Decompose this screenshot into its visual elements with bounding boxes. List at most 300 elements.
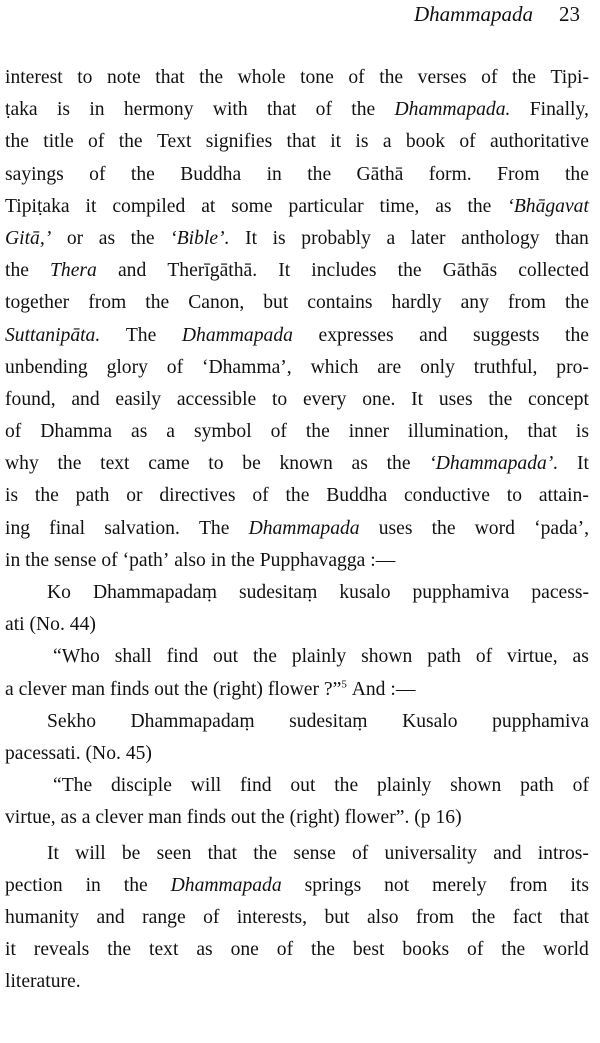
word: probably xyxy=(301,227,371,249)
word: the xyxy=(145,292,170,314)
word: form. xyxy=(428,163,472,185)
word: the xyxy=(311,939,335,961)
word: that xyxy=(266,99,297,121)
word: note xyxy=(106,67,141,88)
word: 16) xyxy=(435,807,462,829)
word: of xyxy=(276,939,294,961)
word: Buddha xyxy=(326,485,388,507)
word: is xyxy=(575,421,589,443)
word: clever xyxy=(95,807,144,829)
word: the xyxy=(334,775,359,797)
word: the xyxy=(501,939,526,961)
word: the xyxy=(260,807,285,829)
word: Pupphavagga xyxy=(259,549,366,571)
word: of xyxy=(5,421,22,443)
word: not xyxy=(384,874,410,896)
word: word xyxy=(474,517,515,539)
word: Dhammapadaṃ xyxy=(130,710,255,732)
word: the xyxy=(5,131,29,153)
word: :— xyxy=(370,549,396,571)
word: be xyxy=(242,453,261,475)
word: interest xyxy=(5,67,63,88)
word: the xyxy=(431,517,456,539)
word: best xyxy=(352,939,385,961)
word: the xyxy=(25,549,50,571)
word: a xyxy=(5,678,14,700)
word: collected xyxy=(518,260,589,282)
word: out xyxy=(154,678,180,700)
word: one. xyxy=(362,388,396,410)
word: and xyxy=(117,260,147,282)
word: finds xyxy=(110,678,150,700)
word: title xyxy=(43,131,74,153)
word: path xyxy=(520,775,554,797)
word: the xyxy=(230,549,255,571)
word: from xyxy=(507,292,546,314)
word: ing xyxy=(5,517,31,539)
word: flower xyxy=(267,678,320,700)
word: the xyxy=(351,99,376,121)
word: that xyxy=(559,906,589,928)
word: of xyxy=(475,646,493,668)
word: out xyxy=(213,646,239,668)
word: reveals xyxy=(33,939,90,961)
word: the xyxy=(307,163,332,185)
word: will xyxy=(75,842,106,864)
word: or xyxy=(126,485,143,507)
word: the xyxy=(467,195,492,217)
word: ṭaka xyxy=(5,99,38,121)
word: compiled xyxy=(112,195,186,217)
word: Tipi- xyxy=(550,67,589,88)
word: it xyxy=(5,939,16,961)
page-number: 23 xyxy=(559,2,580,26)
word: “The xyxy=(53,775,93,797)
word: anthology xyxy=(461,227,540,249)
word: Dhammapada. xyxy=(394,99,511,121)
word: plainly xyxy=(376,775,432,797)
word: every xyxy=(302,388,347,410)
word: also xyxy=(174,549,206,571)
word: fact xyxy=(512,906,543,928)
word: ‘Bible’. xyxy=(170,227,230,249)
word: Dhammapada xyxy=(181,324,293,346)
word: tone xyxy=(300,67,334,88)
word: the xyxy=(512,67,536,88)
word: as xyxy=(572,646,589,668)
word: “Who xyxy=(53,646,100,668)
word: but xyxy=(324,906,350,928)
word: attain- xyxy=(538,485,589,507)
word: the xyxy=(471,906,496,928)
word: accessible xyxy=(176,388,257,410)
word: from xyxy=(415,906,455,928)
word: of xyxy=(88,131,105,153)
word: a xyxy=(382,131,392,153)
word: later xyxy=(410,227,446,249)
text-line xyxy=(5,674,589,706)
word: its xyxy=(570,874,589,896)
word: find xyxy=(166,646,199,668)
text-line xyxy=(5,255,589,287)
word: as xyxy=(351,453,368,475)
word: man xyxy=(148,807,182,829)
word: and xyxy=(96,906,125,928)
word: the xyxy=(305,421,330,443)
text-line xyxy=(5,577,589,609)
word: the xyxy=(564,292,589,314)
word: includes xyxy=(311,260,377,282)
word: Kusalo xyxy=(402,710,458,732)
word: to xyxy=(208,453,224,475)
word: Gāthā xyxy=(356,163,404,185)
word: sense xyxy=(54,549,97,571)
word: of xyxy=(572,775,589,797)
word: and xyxy=(493,842,522,864)
word: world xyxy=(543,939,589,961)
word: will xyxy=(190,775,222,797)
word: 45) xyxy=(125,742,152,764)
word: literature. xyxy=(5,971,81,993)
word: found, xyxy=(5,388,56,410)
word: is xyxy=(272,227,286,249)
word: Text xyxy=(156,131,192,153)
word: the xyxy=(34,485,59,507)
word: humanity xyxy=(5,906,80,928)
word: the xyxy=(118,131,143,153)
word: the xyxy=(565,324,589,346)
word: Thera xyxy=(50,260,97,282)
word: virtue, xyxy=(5,807,56,829)
word: out xyxy=(290,775,316,797)
word: is xyxy=(56,99,71,121)
word: final xyxy=(49,517,86,539)
word: shall xyxy=(114,646,152,668)
word: pupphamiva xyxy=(412,582,510,603)
word: with xyxy=(212,99,248,121)
text-line xyxy=(5,545,589,577)
word: that xyxy=(207,842,237,864)
word: interests, xyxy=(236,906,308,928)
word: of xyxy=(348,67,365,88)
word: Finally, xyxy=(529,99,589,121)
word: (right) xyxy=(289,807,340,829)
word: flower”. xyxy=(344,807,410,829)
word: out xyxy=(230,807,256,829)
word: path xyxy=(75,485,110,507)
word: truthful, xyxy=(473,356,538,378)
word: of xyxy=(351,842,369,864)
word: easily xyxy=(115,388,162,410)
word: the xyxy=(5,260,29,282)
word: of xyxy=(270,421,287,443)
word: together xyxy=(5,292,70,314)
word: Gāthās xyxy=(442,260,498,282)
word: and xyxy=(419,324,448,346)
word: (p xyxy=(414,807,431,829)
word: whole xyxy=(237,67,286,88)
word: or xyxy=(66,227,84,249)
word: Canon, xyxy=(188,292,245,314)
text-line xyxy=(5,416,589,448)
word: of xyxy=(89,163,106,185)
word: of xyxy=(252,485,269,507)
text-line xyxy=(5,320,589,352)
word: in xyxy=(5,549,21,571)
text-line xyxy=(5,223,589,255)
word: Sekho xyxy=(47,710,96,732)
word: the xyxy=(397,260,422,282)
text-line xyxy=(5,513,589,545)
word: It xyxy=(245,227,258,249)
word: path xyxy=(427,646,461,668)
word: It xyxy=(576,453,589,475)
word: Dhammapada xyxy=(170,874,282,896)
word: shown xyxy=(450,775,502,797)
word: Suttanipāta. xyxy=(5,324,101,346)
word: the xyxy=(253,842,278,864)
word: time, xyxy=(379,195,420,217)
word: range xyxy=(142,906,186,928)
word: Therīgāthā. xyxy=(167,260,258,282)
word: (No. xyxy=(85,742,121,764)
word: text xyxy=(100,453,130,475)
text-line xyxy=(5,802,589,834)
word: From xyxy=(497,163,540,185)
text-line xyxy=(5,934,589,966)
word: the xyxy=(285,485,310,507)
text-line xyxy=(5,838,589,870)
word: (right) xyxy=(212,678,263,700)
word: conductive xyxy=(403,485,490,507)
word: ‘path’ xyxy=(122,549,170,571)
word: uses xyxy=(438,388,473,410)
word: verses xyxy=(417,67,467,88)
word: suggests xyxy=(473,324,540,346)
word: at xyxy=(201,195,216,217)
word: the xyxy=(564,163,589,185)
word: symbol xyxy=(193,421,252,443)
text-line xyxy=(5,159,589,191)
word: and xyxy=(71,388,100,410)
word: the xyxy=(123,874,148,896)
body-text xyxy=(5,62,589,998)
word: of xyxy=(481,67,498,88)
word: And xyxy=(351,678,386,700)
word: sayings xyxy=(5,163,64,185)
word: The xyxy=(198,517,230,539)
text-line xyxy=(5,191,589,223)
word: Ko xyxy=(47,582,71,603)
word: concept xyxy=(528,388,589,410)
word: one xyxy=(230,939,259,961)
word: clever xyxy=(18,678,67,700)
word: the xyxy=(488,388,513,410)
text-line xyxy=(5,448,589,480)
word: hardly xyxy=(391,292,442,314)
word: springs xyxy=(304,874,362,896)
word: a xyxy=(386,227,396,249)
word: uses xyxy=(378,517,413,539)
word: ati xyxy=(5,614,25,636)
text-line xyxy=(5,126,589,158)
word: unbending xyxy=(5,356,88,378)
text-line xyxy=(5,738,589,770)
word: contains xyxy=(307,292,373,314)
text-line xyxy=(5,641,589,673)
text-line xyxy=(5,480,589,512)
word: man xyxy=(71,678,106,700)
word: ‘pada’, xyxy=(534,517,589,539)
word: that xyxy=(527,421,557,443)
word: ?”$^5$ xyxy=(323,678,347,700)
word: plainly xyxy=(291,646,347,668)
word: authoritative xyxy=(489,131,589,153)
word: hermony xyxy=(123,99,194,121)
word: It xyxy=(278,260,291,282)
word: the xyxy=(184,678,208,700)
word: merely xyxy=(432,874,487,896)
text-line xyxy=(5,902,589,934)
word: it xyxy=(330,131,342,153)
word: as xyxy=(131,421,148,443)
word: to xyxy=(77,67,93,88)
text-line xyxy=(5,609,589,641)
word: pro- xyxy=(556,356,589,378)
word: be xyxy=(121,842,141,864)
word: sudesitaṃ xyxy=(289,710,368,732)
word: sudesitaṃ xyxy=(238,582,318,603)
word: ‘Dhammapada’. xyxy=(429,453,559,475)
word: The xyxy=(125,324,157,346)
word: ‘Bhāgavat xyxy=(507,195,589,217)
word: as xyxy=(435,195,452,217)
word: disciple xyxy=(110,775,172,797)
word: shown xyxy=(361,646,413,668)
word: in xyxy=(85,874,101,896)
text-line xyxy=(5,706,589,738)
word: the xyxy=(57,453,82,475)
word: the xyxy=(130,163,155,185)
word: it xyxy=(85,195,97,217)
text-line xyxy=(5,770,589,802)
word: in xyxy=(89,99,105,121)
word: :— xyxy=(390,678,416,700)
word: Dhamma xyxy=(40,421,113,443)
word: of xyxy=(166,356,184,378)
word: It xyxy=(47,842,59,864)
word: Gitā,’ xyxy=(5,227,52,249)
word: than xyxy=(555,227,589,249)
word: sense xyxy=(293,842,336,864)
word: in xyxy=(266,163,282,185)
word: of xyxy=(459,131,476,153)
word: 44) xyxy=(69,614,96,636)
word: inner xyxy=(348,421,389,443)
word: ‘Dhamma’, xyxy=(201,356,292,378)
word: to xyxy=(506,485,522,507)
text-line xyxy=(5,94,589,126)
word: any xyxy=(460,292,489,314)
word: book xyxy=(405,131,446,153)
word: seen xyxy=(156,842,192,864)
word: Dhammapadaṃ xyxy=(92,582,217,603)
word: that xyxy=(155,67,185,88)
word: of xyxy=(467,939,484,961)
word: a xyxy=(81,807,91,829)
word: known xyxy=(279,453,333,475)
running-head-title: Dhammapada xyxy=(414,2,533,26)
word: the xyxy=(379,67,404,88)
word: the xyxy=(107,939,132,961)
word: books xyxy=(402,939,450,961)
word: find xyxy=(240,775,272,797)
word: expresses xyxy=(318,324,394,346)
text-line xyxy=(5,870,589,902)
word: universality xyxy=(384,842,478,864)
word: Dhammapada xyxy=(248,517,360,539)
word: finds xyxy=(186,807,226,829)
word: It xyxy=(411,388,424,410)
word: pacessati. xyxy=(5,742,81,764)
word: text xyxy=(149,939,179,961)
word: the xyxy=(252,646,277,668)
word: the xyxy=(130,227,155,249)
word: only xyxy=(420,356,455,378)
word: pupphamiva xyxy=(492,710,589,732)
word: that xyxy=(286,131,316,153)
word: of xyxy=(203,906,220,928)
word: (No. xyxy=(29,614,65,636)
word: as xyxy=(196,939,213,961)
word: is xyxy=(355,131,369,153)
word: in xyxy=(210,549,227,571)
word: of xyxy=(315,99,332,121)
running-head xyxy=(414,2,580,27)
word: glory xyxy=(106,356,148,378)
word: from xyxy=(88,292,127,314)
text-line xyxy=(5,966,589,998)
word: why xyxy=(5,453,39,475)
word: is xyxy=(5,485,19,507)
word: virtue, xyxy=(507,646,558,668)
word: from xyxy=(509,874,548,896)
text-line xyxy=(5,384,589,416)
text-line xyxy=(5,352,589,384)
word: salvation. xyxy=(104,517,180,539)
word: pacess- xyxy=(531,582,589,603)
word: Buddha xyxy=(180,163,242,185)
word: as xyxy=(98,227,116,249)
word: illumination, xyxy=(407,421,509,443)
word: some xyxy=(231,195,273,217)
word: kusalo xyxy=(339,582,391,603)
word: to xyxy=(271,388,288,410)
word: a xyxy=(166,421,175,443)
word: Tipiṭaka xyxy=(5,195,70,217)
word: as xyxy=(60,807,77,829)
text-line xyxy=(5,287,589,319)
word: pection xyxy=(5,874,63,896)
word: came xyxy=(148,453,190,475)
word: signifies xyxy=(205,131,273,153)
word: which xyxy=(310,356,359,378)
word: but xyxy=(263,292,289,314)
word: the xyxy=(386,453,411,475)
word: are xyxy=(377,356,402,378)
word: particular xyxy=(288,195,364,217)
text-line xyxy=(5,62,589,94)
